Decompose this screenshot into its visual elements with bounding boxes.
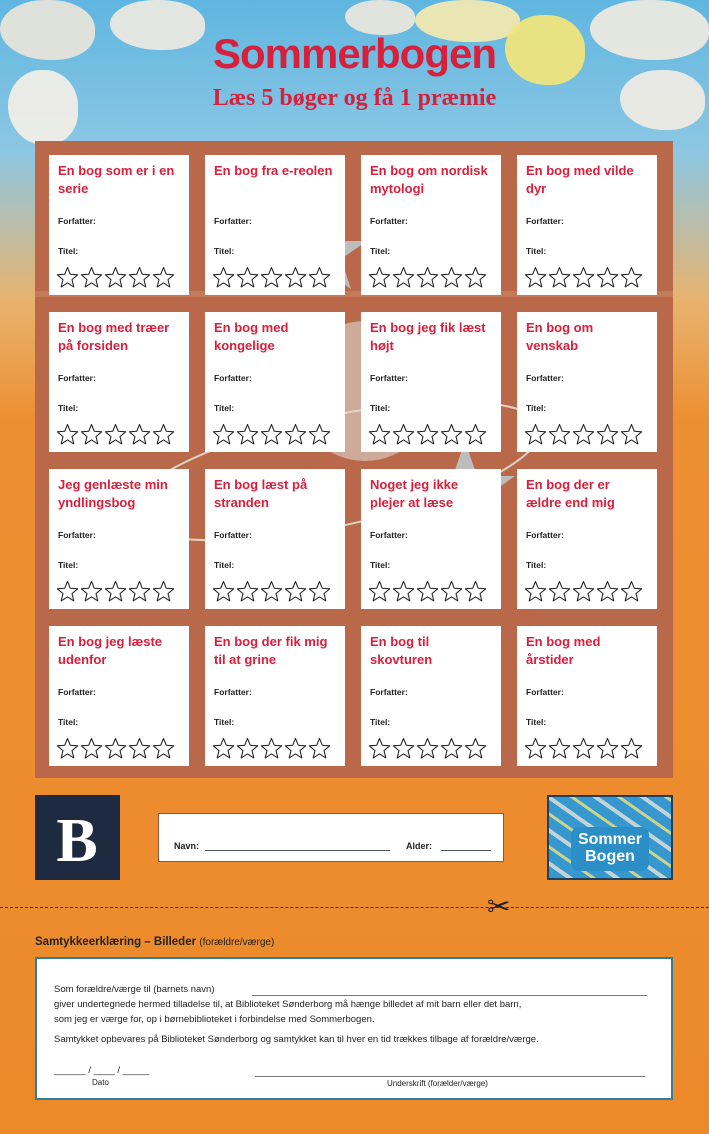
challenge-card (49, 155, 189, 295)
name-line[interactable] (205, 850, 390, 851)
rating-star-icon[interactable] (596, 580, 619, 603)
rating-star-icon[interactable] (524, 423, 547, 446)
rating-star-icon[interactable] (440, 580, 463, 603)
author-label[interactable]: Forfatter: (214, 373, 252, 383)
star-rating[interactable] (212, 266, 331, 289)
rating-star-icon[interactable] (56, 423, 79, 446)
challenge-card (205, 469, 345, 609)
rating-star-icon[interactable] (368, 737, 391, 760)
title-label[interactable]: Titel: (370, 403, 391, 413)
rating-star-icon[interactable] (284, 423, 307, 446)
page-title: Sommerbogen (212, 30, 497, 77)
author-label[interactable]: Forfatter: (526, 216, 564, 226)
rating-star-icon[interactable] (152, 266, 175, 289)
card-title: En bog om venskab (526, 320, 594, 353)
card-title: En bog med årstider (526, 634, 601, 667)
star-rating[interactable] (524, 423, 643, 446)
rating-star-icon[interactable] (464, 423, 487, 446)
author-label[interactable]: Forfatter: (526, 530, 564, 540)
rating-star-icon[interactable] (368, 423, 391, 446)
title-label[interactable]: Titel: (214, 246, 235, 256)
badge-line2: Bogen (585, 848, 635, 865)
rating-star-icon[interactable] (464, 266, 487, 289)
title-label[interactable]: Titel: (526, 560, 547, 570)
challenge-card (205, 626, 345, 766)
title-label[interactable]: Titel: (214, 403, 235, 413)
rating-star-icon[interactable] (524, 737, 547, 760)
challenge-card (517, 626, 657, 766)
challenge-card (49, 312, 189, 452)
library-logo (35, 795, 120, 880)
card-title: En bog fra e-reolen (214, 163, 333, 178)
rating-star-icon[interactable] (416, 423, 439, 446)
card-title: En bog med træer på forsiden (58, 320, 170, 353)
consent-heading: Samtykkeerklæring – Billeder (forældre/værge) (35, 936, 275, 948)
age-line[interactable] (441, 850, 491, 851)
star-rating[interactable] (368, 266, 487, 289)
rating-star-icon[interactable] (620, 423, 643, 446)
author-label[interactable]: Forfatter: (526, 687, 564, 697)
title-label[interactable]: Titel: (370, 560, 391, 570)
rating-star-icon[interactable] (572, 266, 595, 289)
rating-star-icon[interactable] (80, 423, 103, 446)
rating-star-icon[interactable] (152, 423, 175, 446)
age-label: Alder: (406, 841, 433, 851)
rating-star-icon[interactable] (128, 266, 151, 289)
author-label[interactable]: Forfatter: (214, 687, 252, 697)
challenge-card (205, 312, 345, 452)
rating-star-icon[interactable] (236, 737, 259, 760)
challenge-card (361, 469, 501, 609)
challenge-card (517, 312, 657, 452)
rating-star-icon[interactable] (128, 737, 151, 760)
date-label: Dato (92, 1078, 109, 1087)
sommerbogen-badge (547, 795, 673, 880)
b-logo-icon (35, 795, 120, 880)
star-rating[interactable] (56, 423, 175, 446)
rating-star-icon[interactable] (152, 580, 175, 603)
author-label[interactable]: Forfatter: (58, 530, 96, 540)
rating-star-icon[interactable] (56, 266, 79, 289)
rating-star-icon[interactable] (464, 737, 487, 760)
star-rating[interactable] (524, 266, 643, 289)
badge-line1: Sommer (577, 831, 643, 848)
card-title: En bog der fik mig til at grine (214, 634, 328, 667)
card-title: En bog med vilde dyr (526, 163, 634, 196)
title-label[interactable]: Titel: (370, 246, 391, 256)
author-label[interactable]: Forfatter: (58, 687, 96, 697)
card-title: En bog med kongelige (214, 320, 289, 353)
signature-label: Underskrift (forælder/værge) (387, 1079, 488, 1088)
card-title: En bog jeg læste udenfor (58, 634, 163, 667)
page-subtitle: Læs 5 bøger og få 1 præmie (212, 85, 497, 111)
title-label[interactable]: Titel: (58, 403, 79, 413)
title-label[interactable]: Titel: (58, 717, 79, 727)
rating-star-icon[interactable] (392, 580, 415, 603)
rating-star-icon[interactable] (236, 266, 259, 289)
rating-star-icon[interactable] (260, 737, 283, 760)
challenge-card (517, 155, 657, 295)
challenge-card (49, 626, 189, 766)
rating-star-icon[interactable] (128, 580, 151, 603)
rating-star-icon[interactable] (440, 737, 463, 760)
rating-star-icon[interactable] (368, 580, 391, 603)
rating-star-icon[interactable] (212, 580, 235, 603)
star-rating[interactable] (56, 737, 175, 760)
card-title: En bog som er i en serie (58, 163, 175, 196)
title-label[interactable]: Titel: (214, 560, 235, 570)
rating-star-icon[interactable] (260, 423, 283, 446)
rating-star-icon[interactable] (212, 266, 235, 289)
star-rating[interactable] (212, 737, 331, 760)
rating-star-icon[interactable] (80, 580, 103, 603)
scissors-icon: ✂ (487, 891, 511, 922)
rating-star-icon[interactable] (308, 423, 331, 446)
rating-star-icon[interactable] (104, 266, 127, 289)
card-title: En bog læst på stranden (214, 477, 308, 510)
title-label[interactable]: Titel: (58, 246, 79, 256)
challenge-grid (49, 155, 661, 765)
rating-star-icon[interactable] (236, 580, 259, 603)
rating-star-icon[interactable] (440, 423, 463, 446)
author-label[interactable]: Forfatter: (58, 216, 96, 226)
rating-star-icon[interactable] (548, 737, 571, 760)
consent-form (35, 957, 673, 1100)
card-title: En bog jeg fik læst højt (370, 320, 486, 353)
svg-text:B: B (56, 807, 98, 875)
consent-line3: som jeg er værge for, op i børnebiblioteket i forbindelse med Sommerbogen. (54, 1014, 375, 1025)
star-rating[interactable] (524, 580, 643, 603)
rating-star-icon[interactable] (212, 423, 235, 446)
rating-star-icon[interactable] (152, 737, 175, 760)
cut-line (0, 907, 709, 908)
consent-line4: Samtykket opbevares på Biblioteket Sønderborg og samtykket kan til hver en tid trækkes tilbage af forældre/værge. (54, 1034, 539, 1045)
card-title: En bog til skovturen (370, 634, 433, 667)
challenge-card (517, 469, 657, 609)
rating-star-icon[interactable] (308, 580, 331, 603)
author-label[interactable]: Forfatter: (370, 216, 408, 226)
signature-line[interactable] (255, 1076, 645, 1077)
title-label[interactable]: Titel: (58, 560, 79, 570)
consent-line1: Som forældre/værge til (barnets navn) (54, 984, 215, 995)
rating-star-icon[interactable] (596, 266, 619, 289)
rating-star-icon[interactable] (260, 580, 283, 603)
rating-star-icon[interactable] (416, 737, 439, 760)
name-age-form (158, 813, 504, 862)
rating-star-icon[interactable] (440, 266, 463, 289)
challenge-card (361, 312, 501, 452)
rating-star-icon[interactable] (464, 580, 487, 603)
card-title: En bog der er ældre end mig (526, 477, 615, 510)
rating-star-icon[interactable] (104, 737, 127, 760)
rating-star-icon[interactable] (104, 423, 127, 446)
title-label[interactable]: Titel: (526, 403, 547, 413)
title-label[interactable]: Titel: (214, 717, 235, 727)
card-title: Noget jeg ikke plejer at læse (370, 477, 459, 510)
card-title: Jeg genlæste min yndlingsbog (58, 477, 168, 510)
rating-star-icon[interactable] (620, 266, 643, 289)
consent-line2: giver undertegnede hermed tilladelse til, at Biblioteket Sønderborg må hænge billedet af mit barn eller det barn, (54, 999, 522, 1010)
challenge-card (361, 626, 501, 766)
star-rating[interactable] (368, 737, 487, 760)
rating-star-icon[interactable] (80, 266, 103, 289)
rating-star-icon[interactable] (236, 423, 259, 446)
child-name-line[interactable] (252, 995, 647, 996)
rating-star-icon[interactable] (392, 423, 415, 446)
name-label: Navn: (174, 841, 200, 851)
rating-star-icon[interactable] (572, 737, 595, 760)
star-rating[interactable] (212, 580, 331, 603)
rating-star-icon[interactable] (620, 737, 643, 760)
rating-star-icon[interactable] (392, 737, 415, 760)
rating-star-icon[interactable] (284, 737, 307, 760)
rating-star-icon[interactable] (308, 737, 331, 760)
rating-star-icon[interactable] (392, 266, 415, 289)
rating-star-icon[interactable] (548, 580, 571, 603)
author-label[interactable]: Forfatter: (214, 530, 252, 540)
challenge-card (49, 469, 189, 609)
star-rating[interactable] (56, 580, 175, 603)
date-field[interactable]: ______ / ____ / _____ (54, 1065, 150, 1076)
star-rating[interactable] (212, 423, 331, 446)
rating-star-icon[interactable] (548, 423, 571, 446)
rating-star-icon[interactable] (104, 580, 127, 603)
star-rating[interactable] (368, 423, 487, 446)
challenge-card (361, 155, 501, 295)
rating-star-icon[interactable] (260, 266, 283, 289)
rating-star-icon[interactable] (572, 580, 595, 603)
rating-star-icon[interactable] (284, 266, 307, 289)
rating-star-icon[interactable] (212, 737, 235, 760)
author-label[interactable]: Forfatter: (370, 373, 408, 383)
title-label[interactable]: Titel: (526, 717, 547, 727)
rating-star-icon[interactable] (80, 737, 103, 760)
rating-star-icon[interactable] (548, 266, 571, 289)
rating-star-icon[interactable] (620, 580, 643, 603)
title-label[interactable]: Titel: (370, 717, 391, 727)
rating-star-icon[interactable] (524, 266, 547, 289)
author-label[interactable]: Forfatter: (214, 216, 252, 226)
rating-star-icon[interactable] (572, 423, 595, 446)
author-label[interactable]: Forfatter: (370, 530, 408, 540)
title-label[interactable]: Titel: (526, 246, 547, 256)
challenge-card (205, 155, 345, 295)
star-rating[interactable] (56, 266, 175, 289)
card-title: En bog om nordisk mytologi (370, 163, 488, 196)
rating-star-icon[interactable] (416, 266, 439, 289)
rating-star-icon[interactable] (416, 580, 439, 603)
rating-star-icon[interactable] (56, 737, 79, 760)
star-rating[interactable] (368, 580, 487, 603)
rating-star-icon[interactable] (308, 266, 331, 289)
reading-board (35, 141, 673, 778)
rating-star-icon[interactable] (524, 580, 547, 603)
rating-star-icon[interactable] (56, 580, 79, 603)
rating-star-icon[interactable] (284, 580, 307, 603)
rating-star-icon[interactable] (128, 423, 151, 446)
author-label[interactable]: Forfatter: (370, 687, 408, 697)
star-rating[interactable] (524, 737, 643, 760)
author-label[interactable]: Forfatter: (526, 373, 564, 383)
rating-star-icon[interactable] (596, 423, 619, 446)
rating-star-icon[interactable] (368, 266, 391, 289)
rating-star-icon[interactable] (596, 737, 619, 760)
author-label[interactable]: Forfatter: (58, 373, 96, 383)
